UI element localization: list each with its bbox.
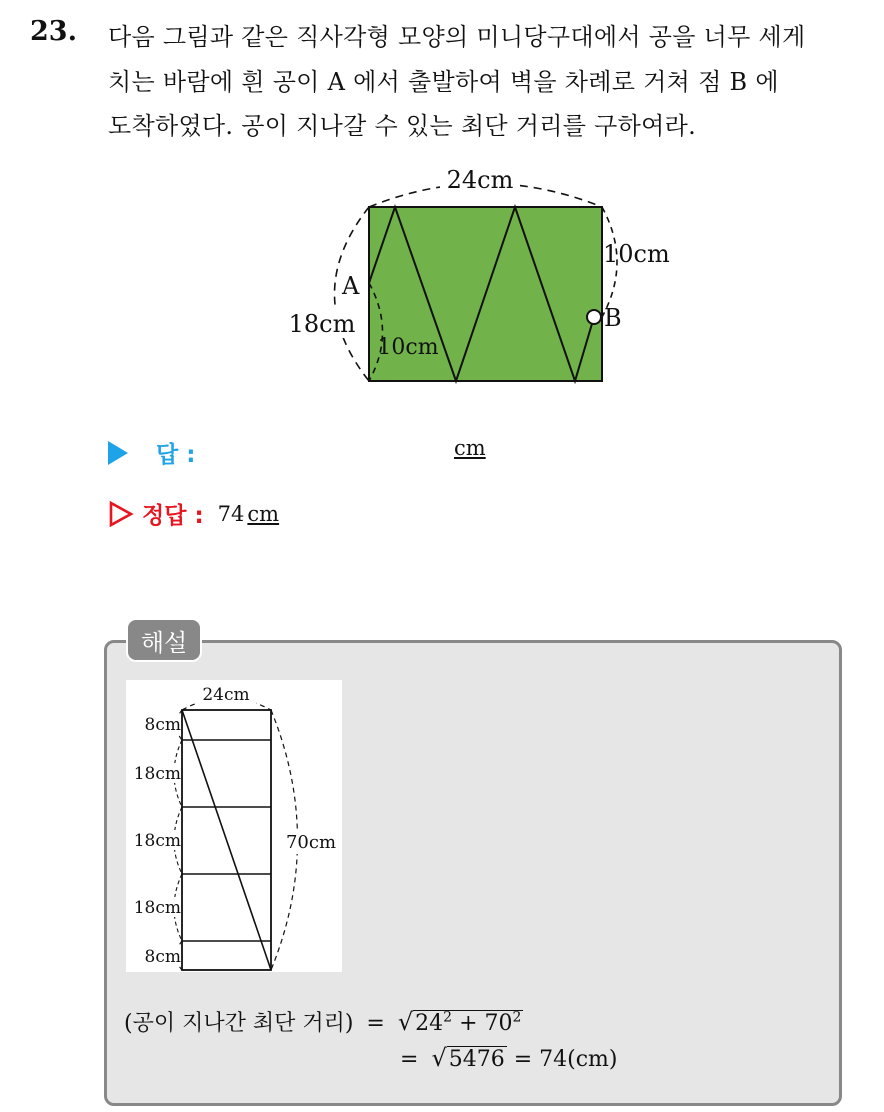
eq2-result: = 74(cm) xyxy=(506,1047,618,1072)
correct-unit: cm xyxy=(247,501,280,526)
eq1-plus: + xyxy=(452,1011,485,1036)
question-line-3: 도착하였다. 공이 지나갈 수 있는 최단 거리를 구하여라. xyxy=(108,112,697,140)
eq1-a: 24 xyxy=(415,1011,444,1036)
answer-label: 답 : xyxy=(156,442,196,468)
point-b-label: B xyxy=(604,304,622,332)
right-label: 10cm xyxy=(603,240,670,268)
eq2-arg: 5476 xyxy=(448,1047,505,1072)
play-triangle-icon xyxy=(108,441,128,465)
billiard-table-figure xyxy=(270,160,690,400)
outline-triangle-icon xyxy=(108,500,134,528)
top-label: 24cm xyxy=(202,685,250,705)
left-label: 10cm xyxy=(377,335,439,360)
point-a-label: A xyxy=(342,272,360,300)
solution-tag: 해설 xyxy=(126,618,202,662)
sqrt-icon: √ xyxy=(397,1008,414,1036)
answer-row xyxy=(108,436,195,469)
side-label-5: 8cm xyxy=(144,947,181,967)
eq2-equals: = xyxy=(400,1047,419,1072)
correct-answer-row xyxy=(108,497,279,530)
eq1-equals: = xyxy=(366,1011,385,1036)
equation-line-1 xyxy=(124,1006,523,1037)
eq1-a-exp: 2 xyxy=(443,1009,453,1026)
height-label: 18cm xyxy=(288,310,356,338)
correct-value xyxy=(218,502,279,526)
sqrt-icon-2: √ xyxy=(431,1044,447,1072)
correct-label: 정답 : xyxy=(142,503,204,529)
diagonal-path xyxy=(182,710,271,970)
point-b-marker xyxy=(587,310,601,324)
question-line-2: 치는 바람에 흰 공이 A 에서 출발하여 벽을 차례로 거쳐 점 B 에 xyxy=(108,68,779,96)
eq1-b-exp: 2 xyxy=(512,1009,522,1026)
side-label-3: 18cm xyxy=(133,831,181,851)
question-line-1: 다음 그림과 같은 직사각형 모양의 미니당구대에서 공을 너무 세게 xyxy=(108,23,806,51)
eq1-b: 70 xyxy=(484,1011,513,1036)
side-label-4: 18cm xyxy=(133,898,181,918)
unfolded-table-figure xyxy=(126,680,342,972)
eq2-sqrt xyxy=(431,1044,506,1072)
equation-line-2 xyxy=(400,1044,618,1072)
width-label: 24cm xyxy=(446,166,514,194)
question-number: 23. xyxy=(30,16,77,47)
answer-unit: cm xyxy=(454,436,486,460)
total-label: 70cm xyxy=(285,832,337,853)
eq1-sqrt xyxy=(398,1008,524,1036)
side-label-2: 18cm xyxy=(133,764,181,784)
eq1-lhs: (공이 지나간 최단 거리) xyxy=(124,1011,354,1036)
correct-number: 74 xyxy=(217,501,245,526)
side-label-1: 8cm xyxy=(144,715,181,735)
